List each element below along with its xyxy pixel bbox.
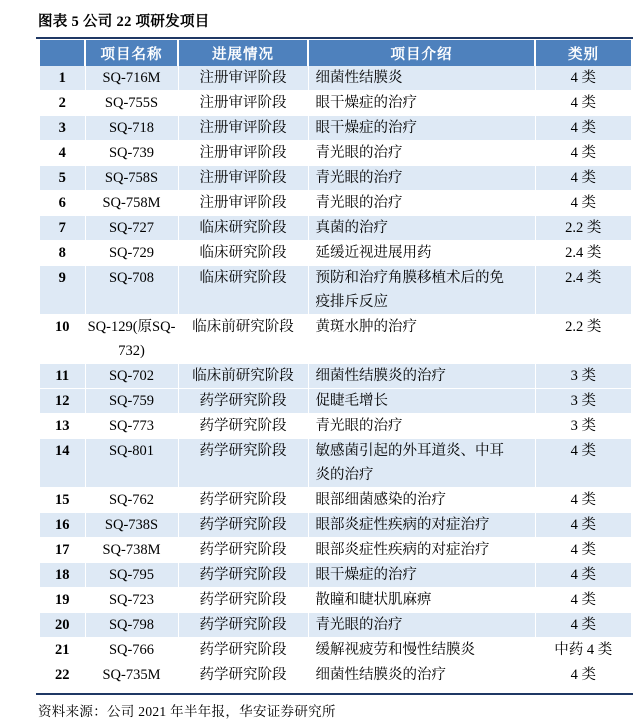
- project-name-cell: SQ-759: [85, 389, 178, 414]
- project-intro-cell: 预防和治疗角膜移植术后的免疫排斥反应: [308, 266, 535, 315]
- progress-stage-cell: 注册审评阶段: [178, 91, 308, 116]
- figure-title: 图表 5 公司 22 项研发项目: [38, 14, 210, 30]
- project-intro-cell: 延缓近视进展用药: [308, 241, 535, 266]
- table-row: [40, 66, 631, 91]
- row-number-cell: 4: [40, 141, 85, 166]
- project-intro-cell: 青光眼的治疗: [308, 166, 535, 191]
- table-row: [40, 513, 631, 538]
- project-name-cell: SQ-723: [85, 588, 178, 613]
- table-row: [40, 538, 631, 563]
- row-number-cell: 19: [40, 588, 85, 613]
- header-cell-stage: 进展情况: [178, 40, 308, 66]
- project-intro-cell: 青光眼的治疗: [308, 141, 535, 166]
- category-cell: 4 类: [535, 141, 631, 166]
- progress-stage-cell: 临床研究阶段: [178, 241, 308, 266]
- category-cell: 中药 4 类: [535, 638, 631, 663]
- project-intro-cell: 细菌性结膜炎: [308, 66, 535, 91]
- project-name-cell: SQ-762: [85, 488, 178, 513]
- project-intro-cell: 眼干燥症的治疗: [308, 563, 535, 588]
- progress-stage-cell: 药学研究阶段: [178, 663, 308, 688]
- progress-stage-cell: 药学研究阶段: [178, 414, 308, 439]
- project-intro-cell: 真菌的治疗: [308, 216, 535, 241]
- row-number-cell: 3: [40, 116, 85, 141]
- category-cell: 3 类: [535, 364, 631, 389]
- progress-stage-cell: 临床研究阶段: [178, 216, 308, 241]
- row-number-cell: 20: [40, 613, 85, 638]
- row-number-cell: 12: [40, 389, 85, 414]
- progress-stage-cell: 药学研究阶段: [178, 488, 308, 513]
- project-name-cell: SQ-708: [85, 266, 178, 315]
- table-header: [40, 40, 631, 66]
- project-intro-cell: 散瞳和睫状肌麻痹: [308, 588, 535, 613]
- project-name-cell: SQ-727: [85, 216, 178, 241]
- category-cell: 4 类: [535, 191, 631, 216]
- project-name-cell: SQ-766: [85, 638, 178, 663]
- table-row: [40, 166, 631, 191]
- progress-stage-cell: 注册审评阶段: [178, 191, 308, 216]
- project-intro-cell: 眼部炎症性疾病的对症治疗: [308, 513, 535, 538]
- table-row: [40, 414, 631, 439]
- table-row: [40, 663, 631, 688]
- category-cell: 2.2 类: [535, 216, 631, 241]
- project-name-cell: SQ-773: [85, 414, 178, 439]
- project-intro-cell: 眼干燥症的治疗: [308, 91, 535, 116]
- progress-stage-cell: 药学研究阶段: [178, 613, 308, 638]
- project-intro-cell: 眼干燥症的治疗: [308, 116, 535, 141]
- project-intro-cell: 眼部炎症性疾病的对症治疗: [308, 538, 535, 563]
- progress-stage-cell: 临床前研究阶段: [178, 315, 308, 364]
- row-number-cell: 9: [40, 266, 85, 315]
- row-number-cell: 17: [40, 538, 85, 563]
- row-number-cell: 1: [40, 66, 85, 91]
- project-name-cell: SQ-738S: [85, 513, 178, 538]
- project-name-cell: SQ-129(原SQ-732): [85, 315, 178, 364]
- project-name-cell: SQ-795: [85, 563, 178, 588]
- category-cell: 4 类: [535, 91, 631, 116]
- category-cell: 4 类: [535, 538, 631, 563]
- progress-stage-cell: 药学研究阶段: [178, 538, 308, 563]
- progress-stage-cell: 药学研究阶段: [178, 513, 308, 538]
- project-intro-cell: 黄斑水肿的治疗: [308, 315, 535, 364]
- progress-stage-cell: 注册审评阶段: [178, 141, 308, 166]
- table-row: [40, 488, 631, 513]
- header-cell-index: [40, 40, 85, 66]
- table-row: [40, 91, 631, 116]
- table-row: [40, 389, 631, 414]
- progress-stage-cell: 药学研究阶段: [178, 638, 308, 663]
- table-top-rule: [36, 37, 633, 39]
- category-cell: 4 类: [535, 488, 631, 513]
- project-name-cell: SQ-758M: [85, 191, 178, 216]
- category-cell: 4 类: [535, 563, 631, 588]
- project-name-cell: SQ-738M: [85, 538, 178, 563]
- category-cell: 3 类: [535, 389, 631, 414]
- progress-stage-cell: 药学研究阶段: [178, 439, 308, 488]
- project-intro-cell: 细菌性结膜炎的治疗: [308, 663, 535, 688]
- table-row: [40, 563, 631, 588]
- row-number-cell: 13: [40, 414, 85, 439]
- project-intro-cell: 青光眼的治疗: [308, 613, 535, 638]
- row-number-cell: 11: [40, 364, 85, 389]
- header-cell-name: 项目名称: [85, 40, 178, 66]
- progress-stage-cell: 注册审评阶段: [178, 66, 308, 91]
- row-number-cell: 2: [40, 91, 85, 116]
- table-row: [40, 364, 631, 389]
- progress-stage-cell: 药学研究阶段: [178, 588, 308, 613]
- category-cell: 4 类: [535, 513, 631, 538]
- table-bottom-rule: [36, 693, 633, 695]
- row-number-cell: 22: [40, 663, 85, 688]
- progress-stage-cell: 注册审评阶段: [178, 166, 308, 191]
- source-note: 资料来源：公司 2021 年半年报，华安证券研究所: [38, 704, 336, 719]
- table-row: [40, 216, 631, 241]
- category-cell: 4 类: [535, 663, 631, 688]
- category-cell: 4 类: [535, 66, 631, 91]
- project-intro-cell: 敏感菌引起的外耳道炎、中耳炎的治疗: [308, 439, 535, 488]
- table-row: [40, 588, 631, 613]
- row-number-cell: 7: [40, 216, 85, 241]
- table-row: [40, 266, 631, 315]
- header-cell-category: 类别: [535, 40, 631, 66]
- row-number-cell: 16: [40, 513, 85, 538]
- project-name-cell: SQ-739: [85, 141, 178, 166]
- table-row: [40, 191, 631, 216]
- progress-stage-cell: 药学研究阶段: [178, 563, 308, 588]
- project-name-cell: SQ-801: [85, 439, 178, 488]
- project-intro-cell: 青光眼的治疗: [308, 414, 535, 439]
- project-name-cell: SQ-716M: [85, 66, 178, 91]
- row-number-cell: 18: [40, 563, 85, 588]
- row-number-cell: 15: [40, 488, 85, 513]
- project-intro-cell: 缓解视疲劳和慢性结膜炎: [308, 638, 535, 663]
- row-number-cell: 6: [40, 191, 85, 216]
- category-cell: 4 类: [535, 116, 631, 141]
- project-intro-cell: 青光眼的治疗: [308, 191, 535, 216]
- category-cell: 4 类: [535, 613, 631, 638]
- project-name-cell: SQ-718: [85, 116, 178, 141]
- progress-stage-cell: 注册审评阶段: [178, 116, 308, 141]
- category-cell: 4 类: [535, 439, 631, 488]
- row-number-cell: 21: [40, 638, 85, 663]
- progress-stage-cell: 药学研究阶段: [178, 389, 308, 414]
- category-cell: 2.4 类: [535, 241, 631, 266]
- category-cell: 2.4 类: [535, 266, 631, 315]
- header-cell-intro: 项目介绍: [308, 40, 535, 66]
- rd-projects-table: [40, 40, 631, 688]
- category-cell: 4 类: [535, 588, 631, 613]
- progress-stage-cell: 临床前研究阶段: [178, 364, 308, 389]
- table-row: [40, 116, 631, 141]
- row-number-cell: 5: [40, 166, 85, 191]
- project-name-cell: SQ-729: [85, 241, 178, 266]
- project-name-cell: SQ-755S: [85, 91, 178, 116]
- project-name-cell: SQ-702: [85, 364, 178, 389]
- progress-stage-cell: 临床研究阶段: [178, 266, 308, 315]
- table-row: [40, 141, 631, 166]
- category-cell: 4 类: [535, 166, 631, 191]
- category-cell: 2.2 类: [535, 315, 631, 364]
- project-name-cell: SQ-798: [85, 613, 178, 638]
- row-number-cell: 10: [40, 315, 85, 364]
- table-row: [40, 638, 631, 663]
- project-name-cell: SQ-758S: [85, 166, 178, 191]
- table-row: [40, 241, 631, 266]
- project-intro-cell: 细菌性结膜炎的治疗: [308, 364, 535, 389]
- table-row: [40, 439, 631, 488]
- project-intro-cell: 促睫毛增长: [308, 389, 535, 414]
- row-number-cell: 8: [40, 241, 85, 266]
- row-number-cell: 14: [40, 439, 85, 488]
- table-body: [40, 66, 631, 688]
- table-row: [40, 315, 631, 364]
- table-row: [40, 613, 631, 638]
- project-name-cell: SQ-735M: [85, 663, 178, 688]
- category-cell: 3 类: [535, 414, 631, 439]
- project-intro-cell: 眼部细菌感染的治疗: [308, 488, 535, 513]
